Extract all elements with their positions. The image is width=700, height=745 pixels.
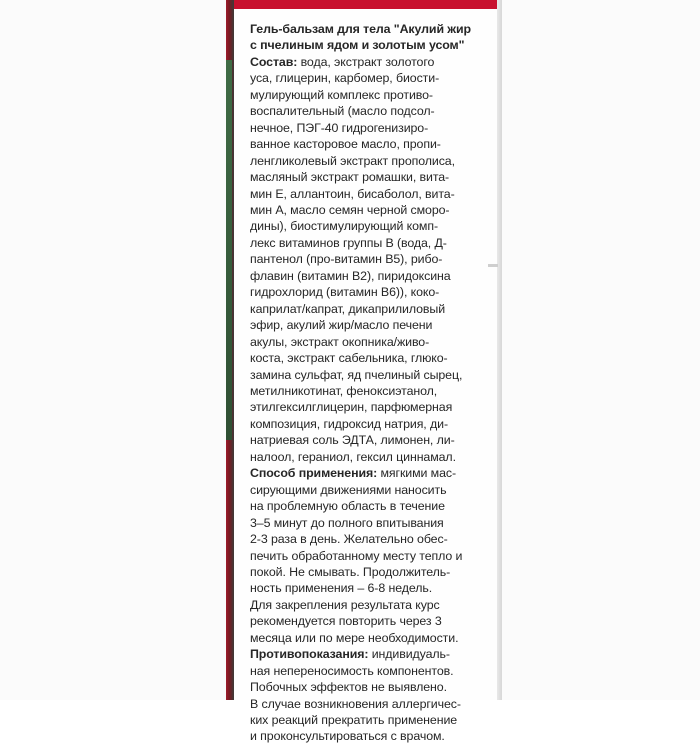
composition-line: дины), биостимулирующий комп- [250,219,438,234]
composition-line: гидрохлорид (витамин В6)), коко- [250,285,440,300]
contraindications-line: Побочных эффектов не выявлено. [250,680,447,695]
composition-line: натриевая соль ЭДТА, лимонен, ли- [250,433,455,448]
composition-line: замина сульфат, яд пчелиный сырец, [250,367,463,382]
composition-line: воспалительный (масло подсол- [250,104,435,119]
contraindications-line: и проконсультироваться с врачом. [250,729,445,744]
usage-heading: Способ применения: [250,466,378,481]
usage-line: на проблемную область в течение [250,499,445,514]
composition-line: уса, глицерин, карбомер, биости- [250,71,440,86]
composition-line: лекс витаминов группы В (вода, Д- [250,235,447,250]
contraindications-first-line [250,646,492,662]
contraindications-heading: Противопоказания: [250,647,369,662]
composition-line: эфир, акулий жир/масло печени [250,318,433,333]
usage-line: 2-3 раза в день. Желательно обес- [250,532,448,547]
composition-line: налоол, гераниол, гексил циннамал. [250,449,456,464]
composition-line: ванное касторовое масло, пропи- [250,137,441,152]
contraindications-text: индивидуаль- [368,647,450,662]
contraindications-line: ная непереносимость компонентов. [250,663,454,678]
box-right-edge [497,0,502,700]
composition-heading: Состав: [250,54,298,69]
composition-line: нечное, ПЭГ-40 гидрогенизиро- [250,120,429,135]
usage-line: рекомендуется повторить через 3 [250,614,442,629]
usage-line: Для закрепления результата курс [250,597,440,612]
usage-line: печить обработанному месту тепло и [250,548,463,563]
contraindications-line: ких реакций прекратить применение [250,713,458,728]
composition-line: акулы, экстракт окопника/живо- [250,334,430,349]
composition-text: вода, экстракт золотого [297,54,435,69]
usage-line: сирующими движениями наносить [250,482,447,497]
composition-line: этилгексилглицерин, парфюмерная [250,400,453,415]
composition-line: ленгликолевый экстракт прополиса, [250,153,455,168]
usage-line: месяца или по мере необходимости. [250,630,459,645]
box-left-stripe [226,60,232,440]
usage-line: покой. Не смывать. Продолжитель- [250,564,451,579]
usage-line: 3–5 минут до полного впитывания [250,515,444,530]
usage-line: ность применения – 6-8 недель. [250,581,433,596]
usage-first-line [250,465,492,481]
composition-line: пантенол (про-витамин В5), рибо- [250,252,443,267]
box-top-red-band [234,0,498,9]
composition-line: композиция, гидроксид натрия, ди- [250,416,448,431]
composition-line: мулирующий комплекс противо- [250,87,433,102]
composition-first-line [250,54,492,70]
composition-line: флавин (витамин В2), пиридоксина [250,268,451,283]
product-title-line: с пчелиным ядом и золотым усом" [250,38,465,53]
product-title-line: Гель-бальзам для тела "Акулий жир [250,22,471,36]
composition-line: мин А, масло семян черной сморо- [250,202,450,217]
composition-line: масляный экстракт ромашки, вита- [250,170,450,185]
composition-line: коста, экстракт сабельника, глюко- [250,351,448,366]
product-label-text [250,21,492,745]
contraindications-line: В случае возникновения аллергичес- [250,696,461,711]
composition-line: метилникотинат, феноксиэтанол, [250,383,438,398]
usage-text: мягкими мас- [377,466,457,481]
composition-line: мин Е, аллантоин, бисаболол, вита- [250,186,455,201]
composition-line: каприлат/капрат, дикаприлиловый [250,301,446,316]
